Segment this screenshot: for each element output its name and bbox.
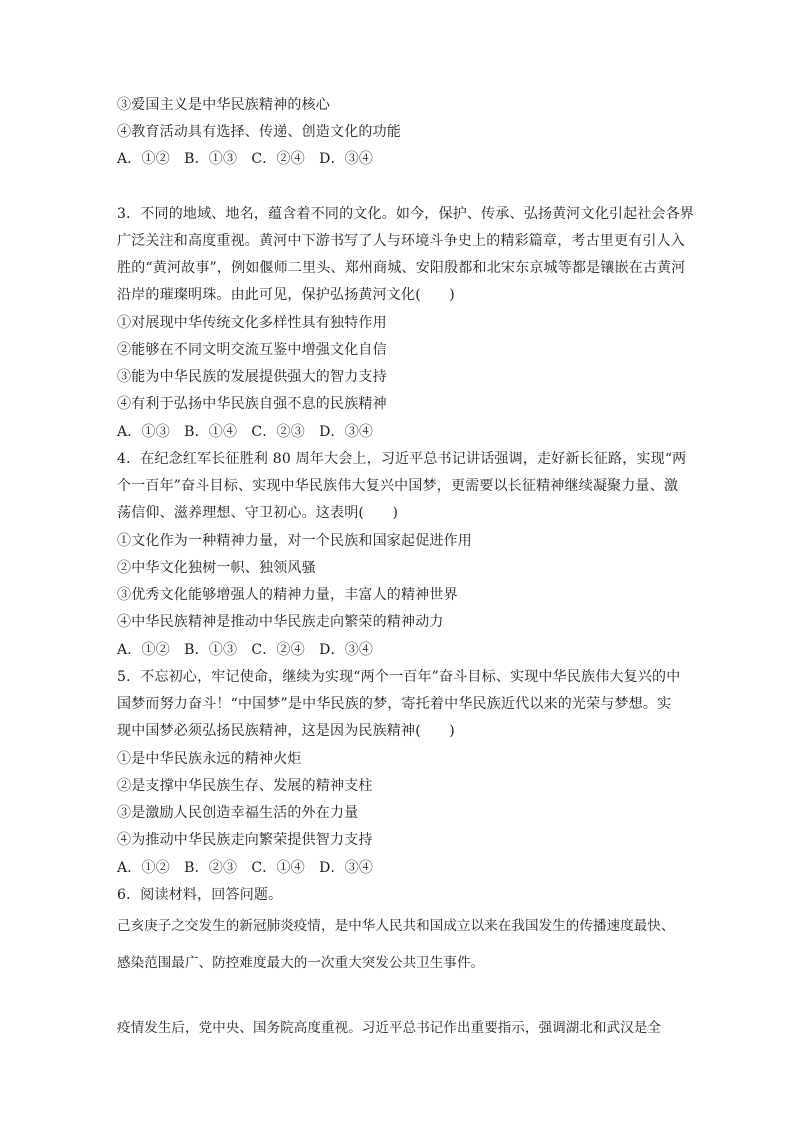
q3-stem-line-4: 沿岸的璀璨明珠。由此可见，保护弘扬黄河文化( ) — [117, 287, 455, 303]
q4-option-3: ③优秀文化能够增强人的精神力量，丰富人的精神世界 — [117, 587, 458, 603]
q5-option-3: ③是激励人民创造幸福生活的外在力量 — [117, 805, 359, 821]
q3-option-2: ②能够在不同文明交流互鉴中增强文化自信 — [117, 342, 387, 358]
q3-choices: A．①③ B．①④ C．②③ D．③④ — [117, 424, 374, 440]
q5-option-2: ②是支撑中华民族生存、发展的精神支柱 — [117, 778, 373, 794]
q4-stem-line-1: 4．在纪念红军长征胜利 80 周年大会上，习近平总书记讲话强调，走好新长征路，实现“两 — [117, 451, 687, 467]
q6-material-1-line-1: 己亥庚子之交发生的新冠肺炎疫情，是中华人民共和国成立以来在我国发生的传播速度最快、 — [117, 918, 675, 934]
q5-option-4: ④为推动中华民族走向繁荣提供智力支持 — [117, 832, 373, 848]
q2-option-3: ③爱国主义是中华民族精神的核心 — [117, 97, 330, 113]
q4-option-4: ④中华民族精神是推动中华民族走向繁荣的精神动力 — [117, 614, 444, 630]
q5-option-1: ①是中华民族永远的精神火炬 — [117, 751, 302, 767]
q3-stem-line-1: 3．不同的地域、地名，蕴含着不同的文化。如今，保护、传承、弘扬黄河文化引起社会各界 — [117, 206, 695, 222]
q4-choices: A．①② B．①③ C．②④ D．③④ — [117, 642, 374, 658]
q6-stem: 6．阅读材料，回答问题。 — [117, 887, 283, 903]
q4-option-2: ②中华文化独树一帜、独领风骚 — [117, 560, 316, 576]
q3-stem-line-3: 胜的“黄河故事”，例如偃师二里头、郑州商城、安阳殷都和北宋东京城等都是镶嵌在古黄河 — [117, 260, 686, 276]
q3-option-4: ④有利于弘扬中华民族自强不息的民族精神 — [117, 396, 387, 412]
q3-option-1: ①对展现中华传统文化多样性具有独特作用 — [117, 315, 387, 331]
q3-option-3: ③能为中华民族的发展提供强大的智力支持 — [117, 369, 387, 385]
q3-stem-line-2: 广泛关注和高度重视。黄河中下游书写了人与环境斗争史上的精彩篇章，考古里更有引人入 — [117, 233, 685, 249]
q4-option-1: ①文化作为一种精神力量，对一个民族和国家起促进作用 — [117, 533, 472, 549]
q4-stem-line-2: 个一百年”奋斗目标、实现中华民族伟大复兴中国梦，更需要以长征精神继续凝聚力量、激 — [117, 478, 679, 494]
q6-material-2-line-1: 疫情发生后，党中央、国务院高度重视。习近平总书记作出重要指示，强调湖北和武汉是全 — [117, 1020, 661, 1036]
q5-stem-line-2: 国梦而努力奋斗！“中国梦”是中华民族的梦，寄托着中华民族近代以来的光荣与梦想。实 — [117, 696, 672, 712]
q6-material-1-line-2: 感染范围最广、防控难度最大的一次重大突发公共卫生事件。 — [117, 955, 485, 971]
q4-stem-line-3: 荡信仰、滋养理想、守卫初心。这表明( ) — [117, 505, 399, 521]
q2-choices: A．①② B．①③ C．②④ D．③④ — [117, 151, 374, 167]
q2-option-4: ④教育活动具有选择、传递、创造文化的功能 — [117, 124, 401, 140]
q5-stem-line-1: 5．不忘初心，牢记使命，继续为实现“两个一百年”奋斗目标、实现中华民族伟大复兴的中 — [117, 669, 681, 685]
q5-choices: A．①② B．②③ C．①④ D．③④ — [117, 860, 374, 876]
q5-stem-line-3: 现中国梦必须弘扬民族精神，这是因为民族精神( ) — [117, 723, 455, 739]
